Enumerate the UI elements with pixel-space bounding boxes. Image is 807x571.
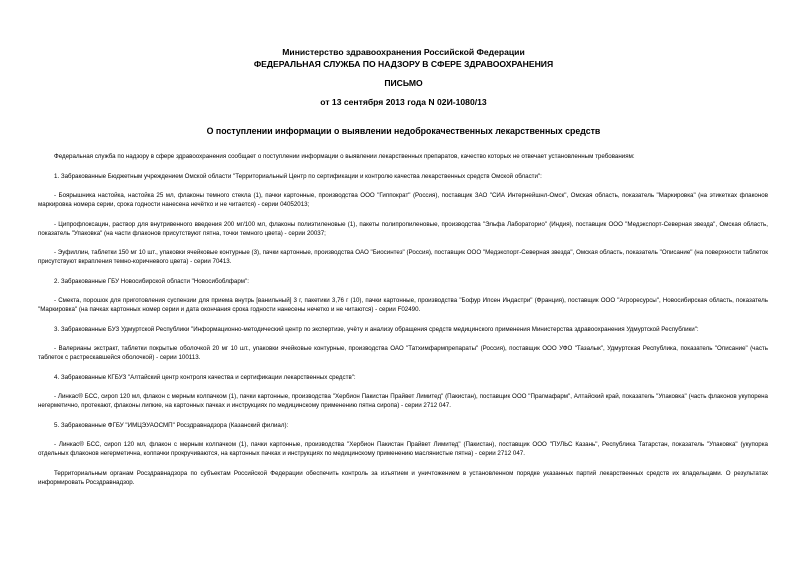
document-type: ПИСЬМО xyxy=(384,78,423,88)
section-5-heading: 5. Забракованные ФГБУ "ИМЦЭУАОСМП" Росздравнадзора (Казанский филиал): xyxy=(54,421,289,429)
section-3-item-1: - Валерианы экстракт, таблетки покрытые оболочкой 20 мг 10 шт., упаковки ячейковые контурные, производства ОАО "Татхимфармпрепараты" (Россия), поставщик ООО УФО "Тазалык", Удмуртская Республика, показатель "Описание" (часть таблеток с растрескавшейся оболочкой) - серии 100113. xyxy=(38,345,768,361)
section-1-item-2: - Ципрофлоксацин, раствор для внутривенного введения 200 мг/100 мл, флаконы полиэтиленовые (1), пакеты полипропиленовые, производства "Эльфа Лабораторио" (Индия), поставщик ООО "Медэкспорт-Северная звезда", Омская область, показатель "Упаковка" (на части флаконов присутствуют пятна, точки темного цвета) - серии 20037; xyxy=(38,220,768,237)
section-2-heading: 2. Забракованные ГБУ Новосибирской области "Новосибоблфарм": xyxy=(54,277,249,285)
intro-paragraph: Федеральная служба по надзору в сфере здравоохранения сообщает о поступлении информации о выявлении лекарственных препаратов, качество которых не отвечает установленным требованиям: xyxy=(54,153,635,160)
section-5-item-1: - Линкас® БСС, сироп 120 мл, флакон с мерным колпачком (1), пачки картонные, производства "Хербион Пакистан Прайвет Лимитед" (Пакистан), поставщик ООО "ПУЛЬС Казань", Республика Татарстан, показатель "Упаковка" (укупорка отдельных флаконов негерметична, колпачки прокручиваются, на картонных пачках и инструкциях по медицинскому применению маслянистые пятна) - серии 2712 047. xyxy=(38,441,768,457)
document-body xyxy=(38,152,768,497)
section-2-item-1: - Смекта, порошок для приготовления суспензии для приема внутрь [ванильный] 3 г, пакетики 3,76 г (10), пачки картонные, производства "Бофур Ипсен Индастри" (Франция), поставщик ООО "Агроресурсы", Новосибирская область, показатель "Маркировка" (на пачках картонных номер серии и дата окончания срока годности нанесены нечетко и не читаются) - серии F02490. xyxy=(38,297,768,313)
section-3-heading: 3. Забракованные БУЗ Удмуртской Республики "Информационно-методический центр по экспертизе, учёту и анализу обращения средств медицинского применения Министерства здравоохранения Удмуртской Республики": xyxy=(54,325,699,333)
closing-paragraph: Территориальным органам Росздравнадзора по субъектам Российской Федерации обеспечить контроль за изъятием и уничтожением в установленном порядке указанных партий лекарственных средств их владельцами. О результатах информировать Росздравнадзор. xyxy=(38,469,768,486)
letterhead xyxy=(0,46,807,70)
section-1-item-3: - Эуфиллин, таблетки 150 мг 10 шт., упаковки ячейковые контурные (3), пачки картонные, производства ОАО "Биосинтез" (Россия), поставщик ООО "Медэкспорт-Северная звезда", Омская область, показатель "Описание" (на поверхности таблеток присутствуют вкрапления темно-коричневого цвета) - серии 70413. xyxy=(38,249,768,265)
document-date-number: от 13 сентября 2013 года N 02И-1080/13 xyxy=(320,97,487,107)
agency-name: ФЕДЕРАЛЬНАЯ СЛУЖБА ПО НАДЗОРУ В СФЕРЕ ЗДРАВООХРАНЕНИЯ xyxy=(253,59,554,69)
section-4-heading: 4. Забракованные КГБУЗ "Алтайский центр контроля качества и сертификации лекарственных средств": xyxy=(54,373,356,381)
section-1-item-1: - Боярышника настойка, настойка 25 мл, флаконы темного стекла (1), пачки картонные, производства ООО "Гиппократ" (Россия), поставщик ЗАО "СИА Интернейшнл-Омск", Омская область, показатель "Маркировка" (на этикетках флаконов маркировка номера серии, срока годности нанесена нечётко и не читается) - серии 04052013; xyxy=(38,192,768,208)
ministry-name: Министерство здравоохранения Российской Федерации xyxy=(282,47,525,57)
section-1-heading: 1. Забракованные Бюджетным учреждением Омской области "Территориальный Центр по сертификации и контролю качества лекарственных средств Омской области": xyxy=(54,172,542,180)
section-4-item-1: - Линкас® БСС, сироп 120 мл, флакон с мерным колпачком (1), пачки картонные, производства "Хербион Пакистан Прайвет Лимитед" (Пакистан), поставщик ООО "Прагмафарм", Алтайский край, показатель "Упаковка" (часть флаконов укупорена негерметично, протекают, флаконы липкие, на картонных пачках и инструкциях по медицинскому применению пятна сиропа) - серии 2712 047. xyxy=(38,393,768,409)
document-subject: О поступлении информации о выявлении недоброкачественных лекарственных средств xyxy=(206,126,601,136)
